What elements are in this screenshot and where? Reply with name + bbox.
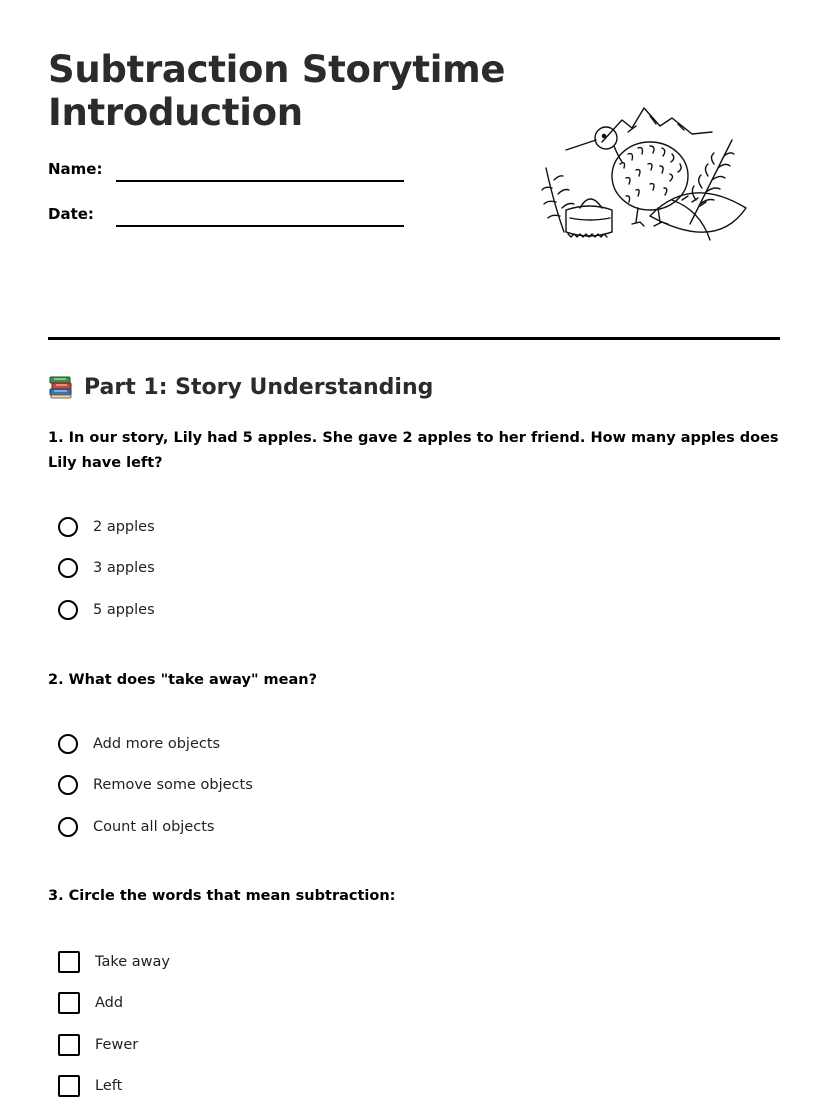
option-label: 2 apples — [93, 519, 155, 535]
q3-option-2[interactable] — [58, 991, 123, 1015]
section-divider — [48, 337, 780, 340]
option-label: 3 apples — [93, 560, 155, 576]
q1-option-2[interactable] — [58, 556, 155, 580]
name-field[interactable] — [116, 180, 404, 182]
q3-option-1[interactable] — [58, 950, 170, 974]
option-label: Fewer — [95, 1037, 139, 1053]
checkbox[interactable] — [58, 1034, 80, 1056]
q1-option-3[interactable] — [58, 598, 155, 622]
checkbox[interactable] — [58, 951, 80, 973]
radio-button[interactable] — [58, 600, 78, 620]
radio-button[interactable] — [58, 558, 78, 578]
radio-button[interactable] — [58, 817, 78, 837]
option-label: Remove some objects — [93, 777, 253, 793]
section-title — [48, 374, 433, 400]
q3-option-4[interactable] — [58, 1074, 122, 1098]
question-1-prompt: 1. In our story, Lily had 5 apples. She gave 2 apples to her friend. How many apples does Lily have left? — [48, 430, 779, 471]
name-label: Name: — [48, 160, 103, 178]
q1-option-1[interactable] — [58, 515, 155, 539]
radio-button[interactable] — [58, 517, 78, 537]
title-line-2: Introduction — [48, 91, 303, 134]
radio-button[interactable] — [58, 775, 78, 795]
title-line-1: Subtraction Storytime — [48, 48, 506, 91]
option-label: Take away — [95, 954, 170, 970]
q2-option-1[interactable] — [58, 732, 220, 756]
kiwi-bird-illustration — [540, 104, 750, 244]
q2-option-3[interactable] — [58, 815, 214, 839]
checkbox[interactable] — [58, 1075, 80, 1097]
section-title-text: Part 1: Story Understanding — [84, 374, 434, 400]
option-label: Left — [95, 1078, 123, 1094]
question-2-prompt: 2. What does "take away" mean? — [48, 672, 318, 688]
date-label: Date: — [48, 205, 94, 223]
checkbox[interactable] — [58, 992, 80, 1014]
date-field[interactable] — [116, 225, 404, 227]
q2-option-2[interactable] — [58, 773, 253, 797]
option-label: Count all objects — [93, 819, 215, 835]
question-3-prompt: 3. Circle the words that mean subtraction: — [48, 888, 396, 904]
radio-button[interactable] — [58, 734, 78, 754]
option-label: Add more objects — [93, 736, 221, 752]
option-label: 5 apples — [93, 602, 155, 618]
q3-option-3[interactable] — [58, 1033, 138, 1057]
books-icon — [48, 374, 74, 400]
worksheet-title — [48, 48, 505, 134]
option-label: Add — [95, 995, 124, 1011]
